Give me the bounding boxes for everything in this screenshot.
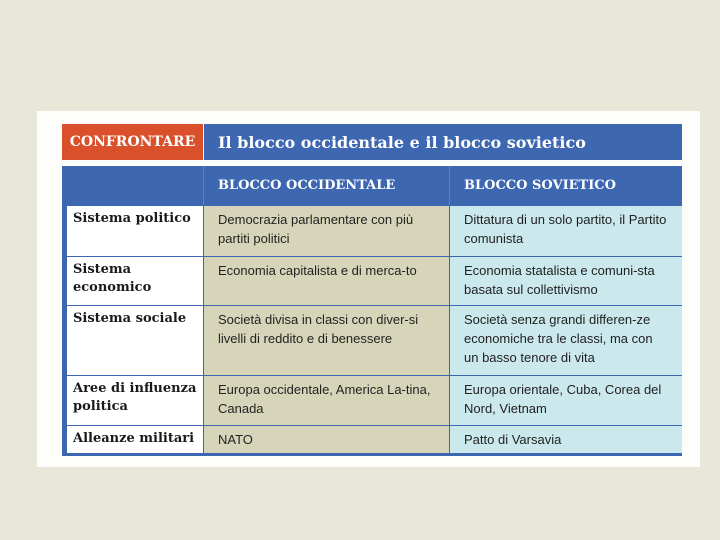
table-row	[67, 305, 682, 375]
west-cell: Europa occidentale, America La-tina, Canada	[203, 376, 449, 425]
west-cell: Democrazia parlamentare con più partiti politici	[203, 206, 449, 256]
east-cell: Economia statalista e comuni-sta basata sul collettivismo	[449, 257, 682, 305]
west-cell: Economia capitalista e di merca-to	[203, 257, 449, 305]
east-cell: Europa orientale, Cuba, Corea del Nord, Vietnam	[449, 376, 682, 425]
title-row	[62, 124, 682, 160]
header-empty	[67, 166, 203, 205]
east-cell: Società senza grandi differen-ze economiche tra le classi, ma con un basso tenore di vita	[449, 306, 682, 375]
table-title: Il blocco occidentale e il blocco sovietico	[203, 124, 682, 160]
table-body	[62, 166, 682, 456]
row-label: Sistema politico	[67, 206, 203, 256]
table-row	[67, 425, 682, 453]
header-west: BLOCCO OCCIDENTALE	[203, 166, 449, 205]
table-row	[67, 375, 682, 425]
west-cell: NATO	[203, 426, 449, 453]
confrontare-tag: CONFRONTARE	[62, 124, 203, 160]
row-label: Alleanze militari	[67, 426, 203, 453]
row-label: Aree di influenza politica	[67, 376, 203, 425]
table-row	[67, 205, 682, 256]
west-cell: Società divisa in classi con diver-si livelli di reddito e di benessere	[203, 306, 449, 375]
row-label: Sistema economico	[67, 257, 203, 305]
comparison-table	[62, 124, 682, 456]
east-cell: Dittatura di un solo partito, il Partito comunista	[449, 206, 682, 256]
east-cell: Patto di Varsavia	[449, 426, 682, 453]
table-row	[67, 256, 682, 305]
header-row	[67, 166, 682, 205]
header-east: BLOCCO SOVIETICO	[449, 166, 682, 205]
row-label: Sistema sociale	[67, 306, 203, 375]
